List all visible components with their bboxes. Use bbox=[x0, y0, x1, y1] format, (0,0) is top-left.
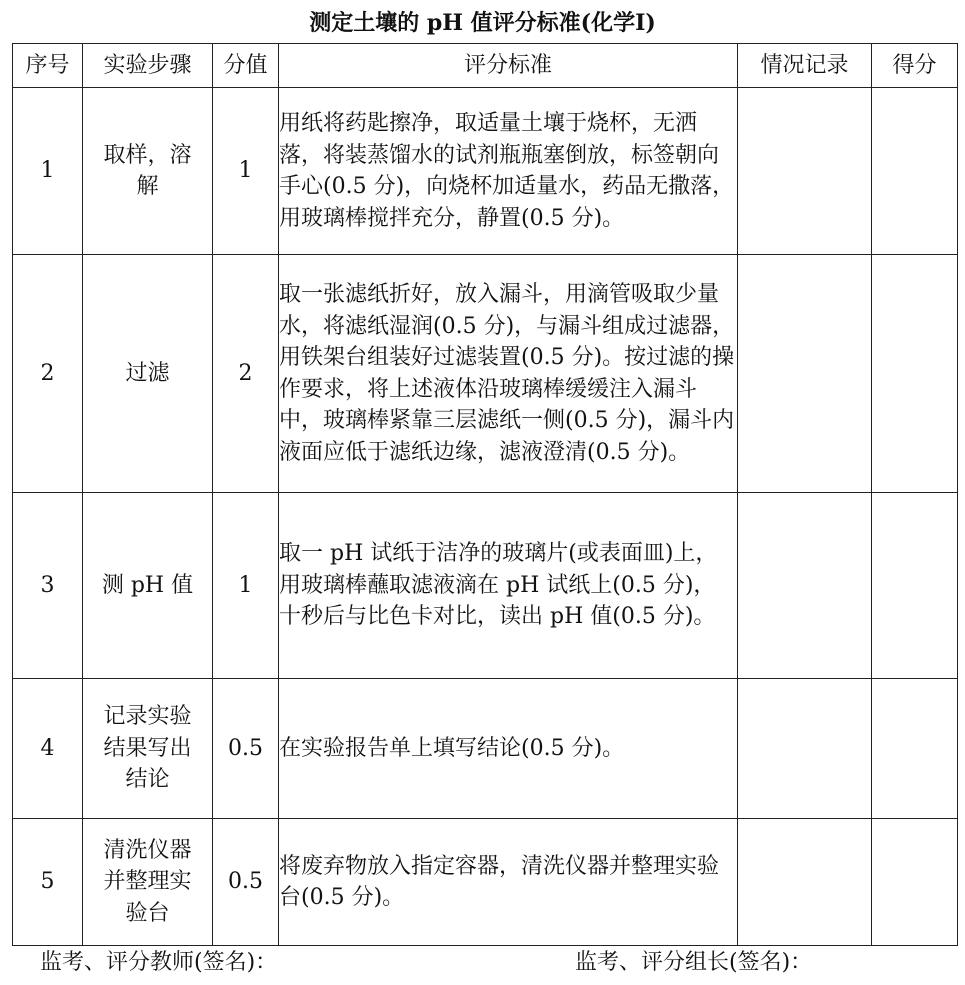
row-no: 4 bbox=[13, 679, 83, 819]
row-points bbox=[872, 819, 958, 946]
row-points bbox=[872, 679, 958, 819]
header-record: 情况记录 bbox=[738, 44, 872, 88]
table-row bbox=[13, 88, 958, 255]
table-row bbox=[13, 679, 958, 819]
row-step-text: 过滤 bbox=[125, 360, 170, 386]
row-no: 2 bbox=[13, 255, 83, 493]
row-no: 1 bbox=[13, 88, 83, 255]
row-criteria: 将废弃物放入指定容器，清洗仪器并整理实验台(0.5 分)。 bbox=[279, 819, 738, 946]
header-step: 实验步骤 bbox=[83, 44, 213, 88]
row-record bbox=[738, 493, 872, 679]
table-row bbox=[13, 819, 958, 946]
row-record bbox=[738, 819, 872, 946]
header-row bbox=[13, 44, 958, 88]
row-step-text: 清洗仪器并整理实验台 bbox=[103, 837, 192, 926]
row-score: 1 bbox=[213, 493, 279, 679]
row-points bbox=[872, 493, 958, 679]
row-points bbox=[872, 255, 958, 493]
footer-teacher-signature: 监考、评分教师(签名)： bbox=[40, 950, 278, 975]
row-criteria: 用纸将药匙擦净，取适量土壤于烧杯，无洒落，将装蒸馏水的试剂瓶瓶塞倒放，标签朝向手心(0.5 分)，向烧杯加适量水，药品无撒落，用玻璃棒搅拌充分，静置(0.5 分)。 bbox=[279, 88, 738, 255]
scoring-table bbox=[12, 43, 958, 946]
row-step bbox=[83, 493, 213, 679]
row-criteria: 在实验报告单上填写结论(0.5 分)。 bbox=[279, 679, 738, 819]
row-score: 2 bbox=[213, 255, 279, 493]
row-record bbox=[738, 679, 872, 819]
row-step bbox=[83, 679, 213, 819]
header-score: 分值 bbox=[213, 44, 279, 88]
row-step-text: 取样，溶解 bbox=[103, 142, 192, 199]
row-step bbox=[83, 88, 213, 255]
table-row bbox=[13, 493, 958, 679]
row-step bbox=[83, 255, 213, 493]
row-step-text: 记录实验结果写出结论 bbox=[103, 704, 192, 793]
row-record bbox=[738, 255, 872, 493]
row-score: 0.5 bbox=[213, 679, 279, 819]
header-no: 序号 bbox=[13, 44, 83, 88]
document-title: 测定土壤的 pH 值评分标准(化学Ⅰ) bbox=[309, 10, 656, 36]
row-step-text: 测 pH 值 bbox=[101, 572, 194, 598]
row-score: 0.5 bbox=[213, 819, 279, 946]
row-no: 3 bbox=[13, 493, 83, 679]
header-criteria: 评分标准 bbox=[279, 44, 738, 88]
row-record bbox=[738, 88, 872, 255]
row-criteria: 取一张滤纸折好，放入漏斗，用滴管吸取少量水，将滤纸湿润(0.5 分)，与漏斗组成过滤器，用铁架台组装好过滤装置(0.5 分)。按过滤的操作要求，将上述液体沿玻璃棒缓缓注入漏斗中，玻璃棒紧靠三层滤纸一侧(0.5 分)，漏斗内液面应低于滤纸边缘，滤液澄清(0.5 分)。 bbox=[279, 255, 738, 493]
table-row bbox=[13, 255, 958, 493]
row-score: 1 bbox=[213, 88, 279, 255]
row-no: 5 bbox=[13, 819, 83, 946]
row-step bbox=[83, 819, 213, 946]
row-criteria: 取一 pH 试纸于洁净的玻璃片(或表面皿)上，用玻璃棒蘸取滤液滴在 pH 试纸上(0.5 分)，十秒后与比色卡对比，读出 pH 值(0.5 分)。 bbox=[279, 493, 738, 679]
header-points: 得分 bbox=[872, 44, 958, 88]
row-points bbox=[872, 88, 958, 255]
footer-leader-signature: 监考、评分组长(签名)： bbox=[575, 950, 813, 975]
